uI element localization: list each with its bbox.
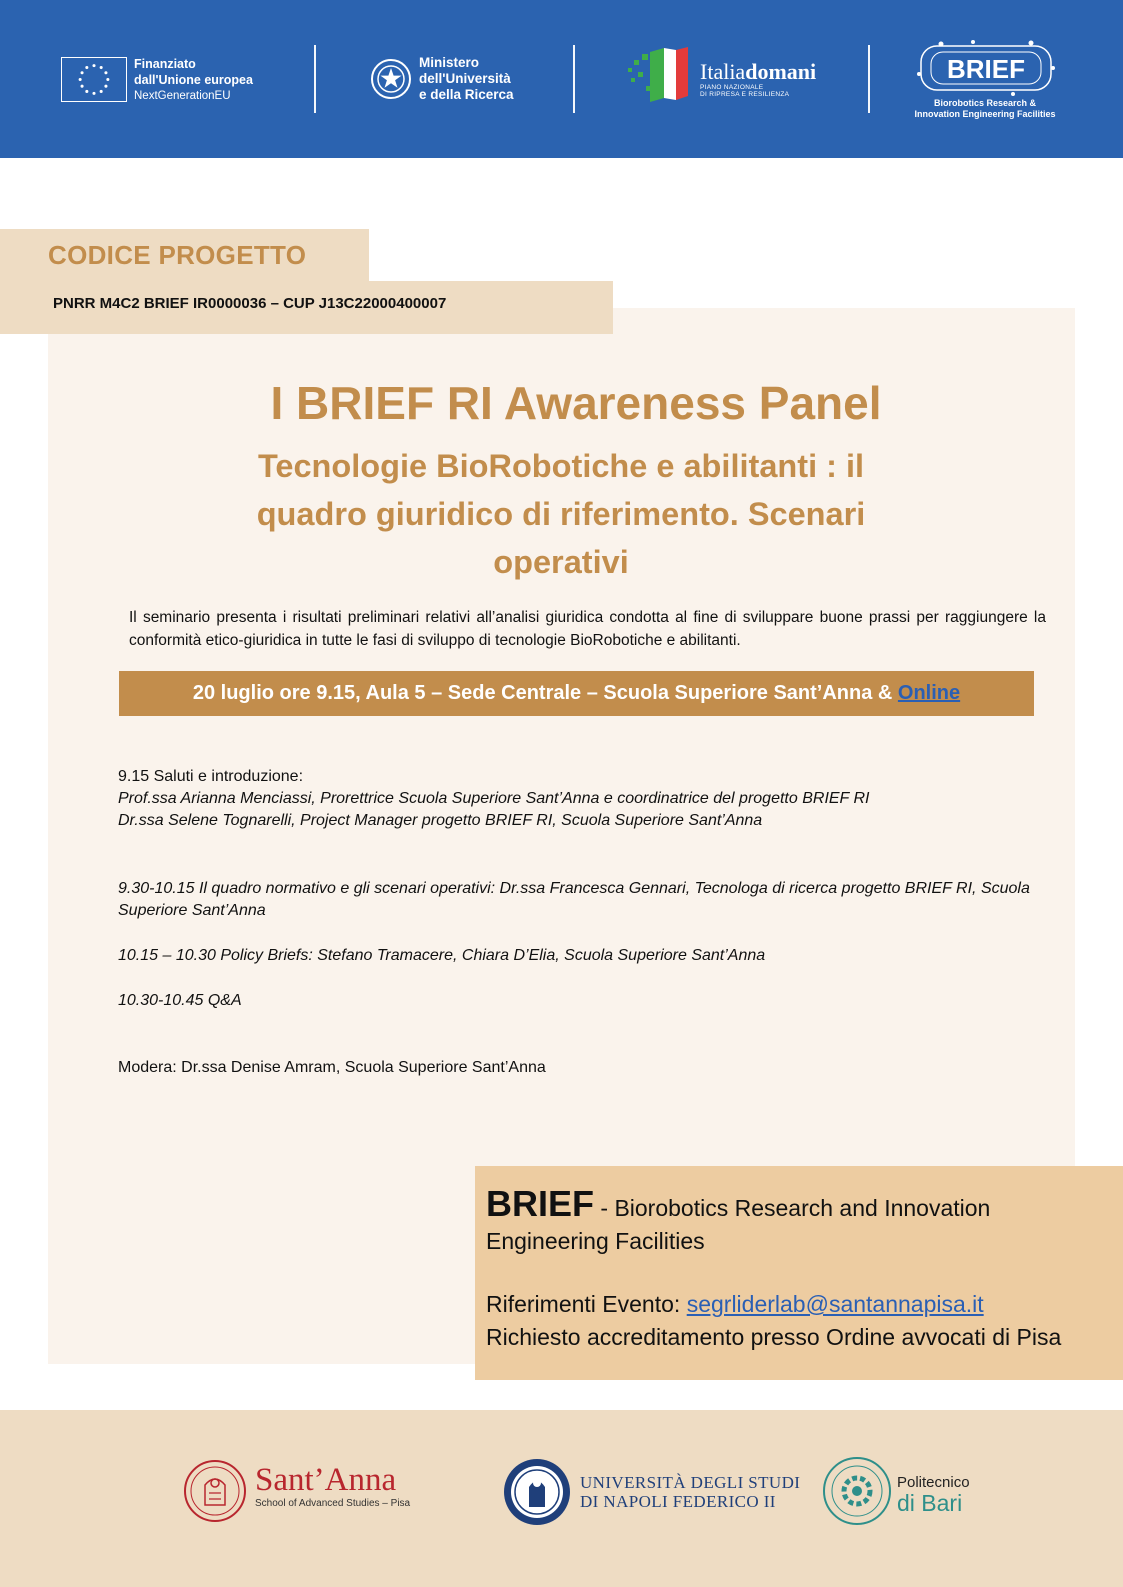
- agenda-item2: 9.30-10.15 Il quadro normativo e gli scenari operativi: Dr.ssa Francesca Gennari, Tecnologa di ricerca progetto BRIEF RI, Scuola Superiore Sant’Anna: [118, 880, 1030, 919]
- codice-value: PNRR M4C2 BRIEF IR0000036 – CUP J13C22000400007: [53, 295, 447, 312]
- agenda-item1-speaker2: Dr.ssa Selene Tognarelli, Project Manager progetto BRIEF RI, Scuola Superiore Sant’Anna: [118, 812, 763, 829]
- eu-funding-label: [134, 56, 253, 104]
- eu-flag-icon: [61, 57, 127, 102]
- napoli-line2: DI NAPOLI FEDERICO II: [580, 1492, 776, 1511]
- event-references-label: Riferimenti Evento:: [486, 1291, 687, 1317]
- brief-logo: [913, 38, 1059, 98]
- header-divider: [868, 45, 870, 113]
- italian-republic-emblem-icon: [369, 56, 413, 102]
- header-banner: [0, 0, 1123, 158]
- eu-line1: Finanziato: [134, 57, 196, 71]
- event-subtitle: Tecnologie BioRobotiche e abilitanti : il quadro giuridico di riferimento. Scenari operativi: [256, 448, 866, 580]
- santanna-logo-label: [255, 1462, 410, 1510]
- online-link[interactable]: Online: [897, 682, 961, 704]
- eu-line3: NextGenerationEU: [134, 90, 231, 102]
- brief-logo-caption: [905, 98, 1065, 120]
- event-email-link[interactable]: segrliderlab@santannapisa.it: [686, 1291, 984, 1317]
- brief-caption-line2: Innovation Engineering Facilities: [914, 109, 1056, 119]
- event-date-text: 20 luglio ore 9.15, Aula 5 – Sede Centrale – Scuola Superiore Sant’Anna &: [192, 682, 893, 704]
- italiadomani-sub1: PIANO NAZIONALE: [700, 84, 764, 91]
- event-references-line: [486, 1288, 1106, 1321]
- santanna-seal-icon: [183, 1459, 247, 1523]
- italiadomani-label: [700, 60, 816, 98]
- brief-brand: BRIEF: [486, 1183, 594, 1224]
- mur-line3: e della Ricerca: [419, 87, 514, 102]
- brief-heading-line: [486, 1184, 1106, 1258]
- agenda-item4: 10.30-10.45 Q&A: [118, 992, 242, 1009]
- header-divider: [314, 45, 316, 113]
- event-title: I BRIEF RI Awareness Panel: [270, 377, 882, 429]
- event-date-bar: [119, 671, 1034, 716]
- italiadomani-brand-bold: domani: [745, 59, 817, 84]
- brief-info-text: [486, 1184, 1106, 1354]
- santanna-name: Sant’Anna: [255, 1462, 397, 1498]
- brief-caption-line1: Biorobotics Research &: [933, 98, 1037, 108]
- italiadomani-brand-light: Italia: [700, 59, 746, 84]
- santanna-sub: School of Advanced Studies – Pisa: [255, 1498, 411, 1509]
- agenda-item1-heading: 9.15 Saluti e introduzione:: [118, 768, 304, 785]
- mur-line1: Ministero: [419, 55, 480, 70]
- italiadomani-flag-icon: [628, 46, 696, 102]
- napoli-logo-label: [580, 1473, 800, 1511]
- politecnico-bari-label: [897, 1474, 970, 1515]
- header-divider: [573, 45, 575, 113]
- brief-logo-text: BRIEF: [947, 54, 1025, 84]
- agenda-item3: 10.15 – 10.30 Policy Briefs: Stefano Tramacere, Chiara D’Elia, Scuola Superiore Sant’Anna: [118, 947, 766, 964]
- napoli-line1: UNIVERSITÀ DEGLI STUDI: [580, 1473, 801, 1492]
- codice-title: CODICE PROGETTO: [48, 240, 307, 270]
- event-intro: Il seminario presenta i risultati preliminari relativi all’analisi giuridica condotta al fine di sviluppare buone prassi per raggiungere la conformità etico-giuridica in tutte le fasi di sviluppo di tecnologie BioRobotiche e abilitanti.: [129, 609, 1046, 649]
- bari-line1: Politecnico: [897, 1474, 970, 1491]
- accreditation-note: Richiesto accreditamento presso Ordine avvocati di Pisa: [486, 1324, 1062, 1350]
- napoli-seal-icon: [502, 1457, 572, 1527]
- ministry-label: [419, 55, 514, 103]
- agenda-item1-speaker1: Prof.ssa Arianna Menciassi, Prorettrice Scuola Superiore Sant’Anna e coordinatrice del progetto BRIEF RI: [118, 790, 870, 807]
- agenda-moderator: Modera: Dr.ssa Denise Amram, Scuola Superiore Sant’Anna: [118, 1059, 546, 1076]
- agenda-item: [118, 766, 869, 832]
- mur-line2: dell'Università: [419, 71, 511, 86]
- italiadomani-sub2: DI RIPRESA E RESILIENZA: [700, 91, 790, 98]
- brief-brand-desc: - Biorobotics Research and Innovation Engineering Facilities: [486, 1195, 991, 1254]
- eu-line2: dall'Unione europea: [134, 73, 253, 87]
- spacer: [486, 1258, 1106, 1288]
- bari-line2: di Bari: [897, 1490, 963, 1516]
- politecnico-bari-seal-icon: [822, 1456, 892, 1526]
